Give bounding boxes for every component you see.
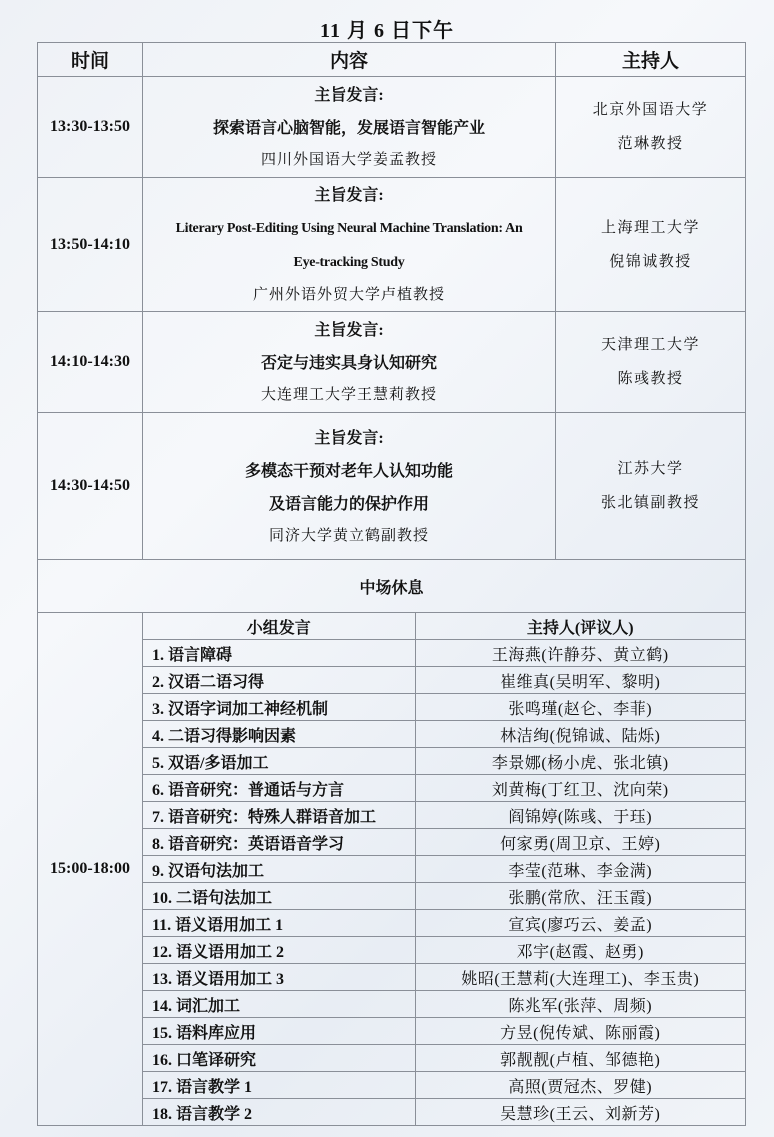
panel-header-topic: 小组发言 — [143, 613, 415, 640]
keynote-title: 否定与违实具身认知研究 — [260, 355, 437, 372]
panel-moderator: 张鸣瑾(赵仑、李菲) — [415, 694, 745, 721]
panel-cell — [143, 613, 746, 1126]
panel-topic: 14. 词汇加工 — [143, 991, 415, 1018]
panel-moderator: 郭靓靓(卢植、邹德艳) — [415, 1045, 745, 1072]
keynote-content — [143, 413, 556, 560]
panel-topic: 11. 语义语用加工 1 — [143, 910, 415, 937]
panel-moderator: 王海燕(许静芬、黄立鹤) — [415, 640, 745, 667]
panel-moderator: 林洁绚(倪锦诚、陆烁) — [415, 721, 745, 748]
keynote-label: 主旨发言: — [314, 187, 384, 204]
panel-topic: 4. 二语习得影响因素 — [143, 721, 415, 748]
panel-moderator: 吴慧珍(王云、刘新芳) — [415, 1099, 745, 1126]
keynote-title: 探索语言心脑智能，发展语言智能产业 — [212, 120, 485, 137]
panel-moderator: 高照(贾冠杰、罗健) — [415, 1072, 745, 1099]
keynote-label: 主旨发言: — [314, 87, 384, 104]
keynote-host — [556, 413, 746, 560]
panel-topic: 9. 汉语句法加工 — [143, 856, 415, 883]
break-label: 中场休息 — [38, 560, 746, 613]
panel-time: 15:00-18:00 — [38, 613, 143, 1126]
keynote-label: 主旨发言: — [314, 429, 384, 447]
keynote-time: 14:10-14:30 — [38, 312, 143, 413]
table-row — [143, 937, 745, 964]
panel-topic: 10. 二语句法加工 — [143, 883, 415, 910]
keynote-host — [556, 77, 746, 178]
host-name: 范琳教授 — [617, 136, 684, 152]
host-affiliation: 上海理工大学 — [600, 219, 700, 236]
panel-moderator: 方昱(倪传斌、陈丽霞) — [415, 1018, 745, 1045]
panel-topic: 16. 口笔译研究 — [143, 1045, 415, 1072]
keynote-speaker: 大连理工大学王慧莉教授 — [260, 387, 437, 403]
panel-topic: 3. 汉语字词加工神经机制 — [143, 694, 415, 721]
table-row — [143, 991, 745, 1018]
keynote-speaker: 广州外语外贸大学卢植教授 — [252, 287, 445, 303]
keynote-title-line1: 多模态干预对老年人认知功能 — [244, 462, 453, 480]
host-name: 张北镇副教授 — [600, 495, 700, 511]
table-row — [143, 667, 745, 694]
keynote-time: 14:30-14:50 — [38, 413, 143, 560]
keynote-time: 13:50-14:10 — [38, 178, 143, 312]
keynote-row — [38, 178, 746, 312]
table-row — [143, 829, 745, 856]
keynote-title-line1: Literary Post-Editing Using Neural Machine Translation: An — [175, 221, 523, 236]
panel-table — [143, 613, 745, 1125]
host-name: 陈彧教授 — [617, 371, 684, 387]
panel-topic: 6. 语音研究：普通话与方言 — [143, 775, 415, 802]
panel-moderator: 陈兆军(张萍、周频) — [415, 991, 745, 1018]
table-row — [143, 883, 745, 910]
panel-topic: 17. 语言教学 1 — [143, 1072, 415, 1099]
table-row — [143, 964, 745, 991]
panel-moderator: 张鹏(常欣、汪玉霞) — [415, 883, 745, 910]
keynote-title-line2: Eye-tracking Study — [293, 255, 405, 270]
header-row — [38, 43, 746, 77]
host-name: 倪锦诚教授 — [609, 253, 692, 270]
panel-moderator: 宣宾(廖巧云、姜孟) — [415, 910, 745, 937]
table-row — [143, 1045, 745, 1072]
table-row — [143, 775, 745, 802]
table-row — [143, 1099, 745, 1126]
table-row — [143, 694, 745, 721]
host-affiliation: 江苏大学 — [617, 461, 684, 477]
table-row — [143, 1072, 745, 1099]
panel-topic: 7. 语音研究：特殊人群语音加工 — [143, 802, 415, 829]
table-row — [143, 910, 745, 937]
schedule-title: 11 月 6 日下午 — [320, 20, 454, 42]
table-row — [143, 640, 745, 667]
panel-header-row — [143, 613, 745, 640]
table-row — [143, 1018, 745, 1045]
schedule-table — [37, 42, 746, 1126]
panel-topic: 12. 语义语用加工 2 — [143, 937, 415, 964]
panel-moderator: 崔维真(吴明军、黎明) — [415, 667, 745, 694]
panel-topic: 8. 语音研究：英语语音学习 — [143, 829, 415, 856]
panel-topic: 1. 语言障碍 — [143, 640, 415, 667]
keynote-row — [38, 77, 746, 178]
panel-moderator: 李景娜(杨小虎、张北镇) — [415, 748, 745, 775]
host-affiliation: 北京外国语大学 — [592, 102, 709, 118]
host-affiliation: 天津理工大学 — [600, 337, 700, 353]
panel-topic: 5. 双语/多语加工 — [143, 748, 415, 775]
panel-moderator: 阎锦婷(陈彧、于珏) — [415, 802, 745, 829]
keynote-content — [143, 77, 556, 178]
table-row — [143, 748, 745, 775]
panel-topic: 2. 汉语二语习得 — [143, 667, 415, 694]
keynote-time: 13:30-13:50 — [38, 77, 143, 178]
panel-moderator: 姚昭(王慧莉(大连理工)、李玉贵) — [415, 964, 745, 991]
keynote-label: 主旨发言: — [314, 322, 384, 339]
keynote-row — [38, 312, 746, 413]
keynote-host — [556, 178, 746, 312]
panel-moderator: 何家勇(周卫京、王婷) — [415, 829, 745, 856]
panel-topic: 13. 语义语用加工 3 — [143, 964, 415, 991]
panel-moderator: 刘黄梅(丁红卫、沈向荣) — [415, 775, 745, 802]
panel-moderator: 邓宇(赵霞、赵勇) — [415, 937, 745, 964]
keynote-speaker: 四川外国语大学姜孟教授 — [260, 152, 437, 168]
panel-row — [38, 613, 746, 1126]
header-time: 时间 — [38, 43, 143, 77]
table-row — [143, 802, 745, 829]
panel-moderator: 李莹(范琳、李金满) — [415, 856, 745, 883]
keynote-content — [143, 312, 556, 413]
break-row — [38, 560, 746, 613]
table-row — [143, 856, 745, 883]
header-content: 内容 — [143, 43, 556, 77]
keynote-content — [143, 178, 556, 312]
table-row — [143, 721, 745, 748]
panel-topic: 15. 语料库应用 — [143, 1018, 415, 1045]
keynote-title-line2: 及语言能力的保护作用 — [268, 495, 429, 513]
panel-header-moderator: 主持人(评议人) — [415, 613, 745, 640]
keynote-host — [556, 312, 746, 413]
panel-topic: 18. 语言教学 2 — [143, 1099, 415, 1126]
header-host: 主持人 — [556, 43, 746, 77]
keynote-speaker: 同济大学黄立鹤副教授 — [268, 527, 429, 544]
keynote-row — [38, 413, 746, 560]
